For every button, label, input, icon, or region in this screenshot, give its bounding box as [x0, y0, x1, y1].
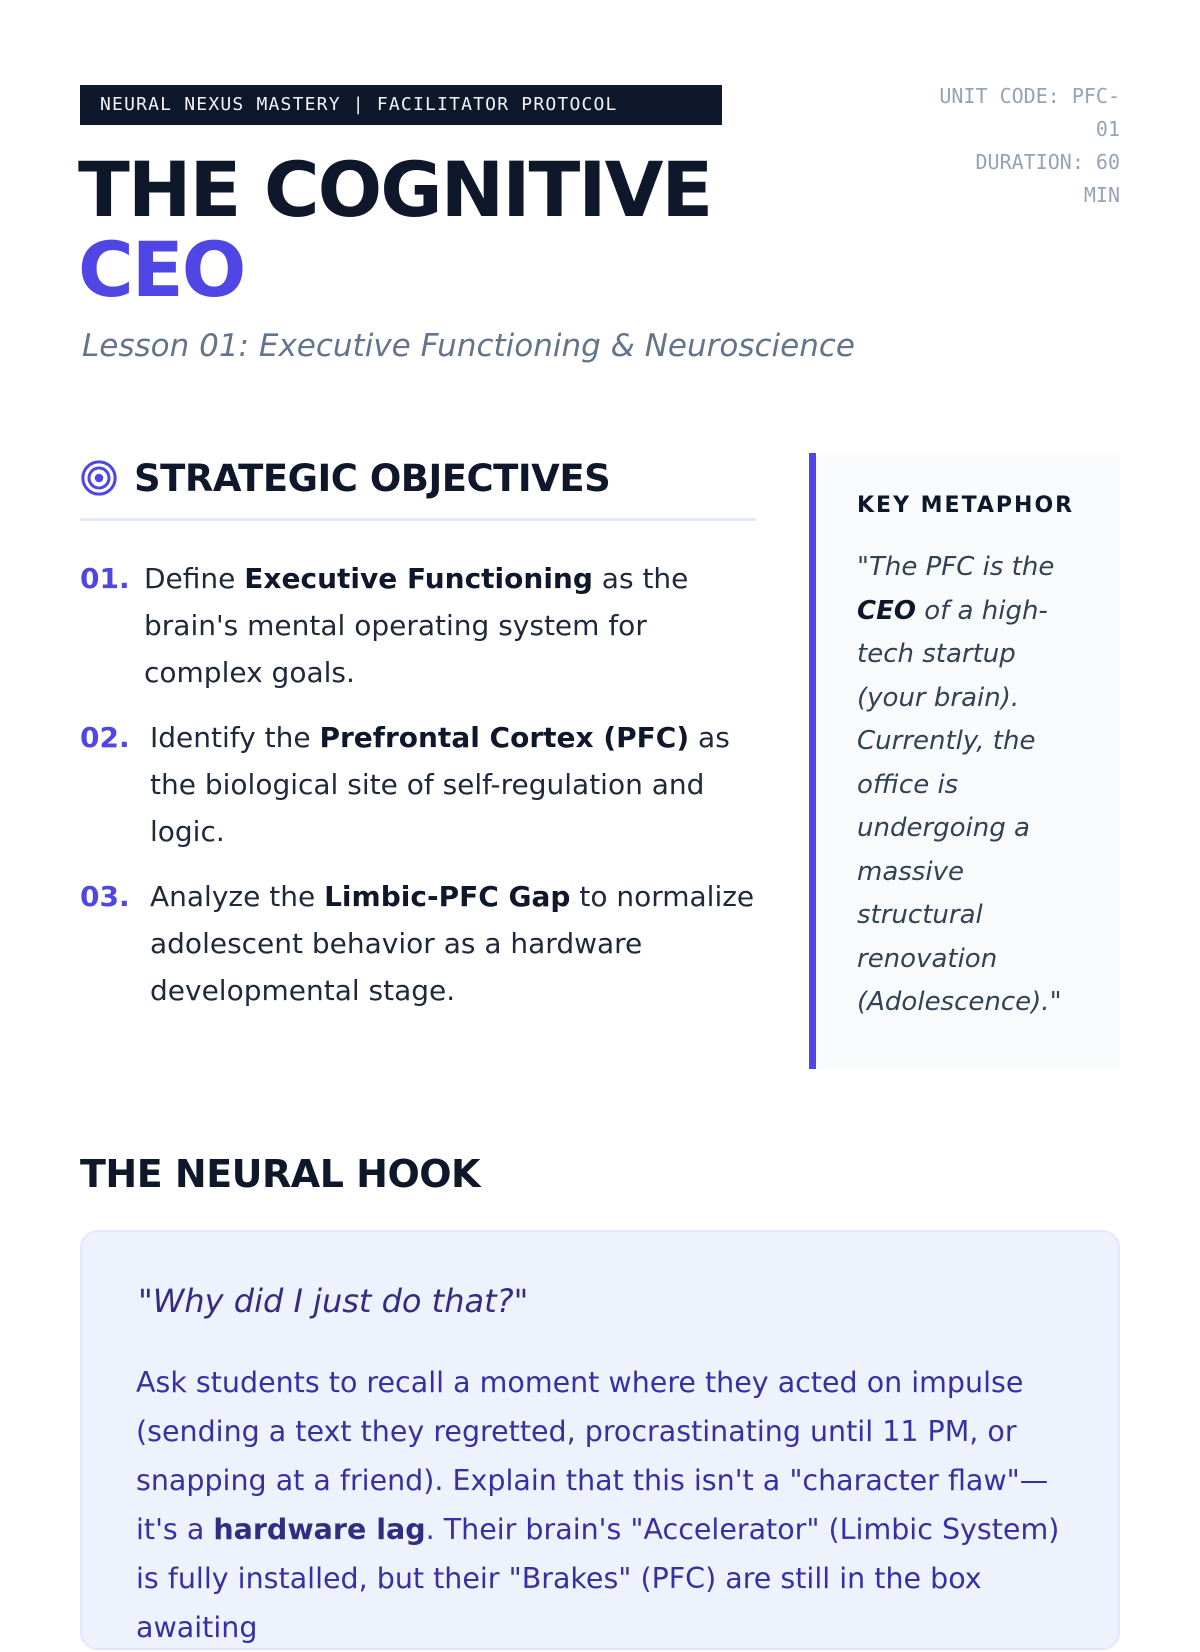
objective-text [144, 555, 756, 696]
title-line-2: CEO [78, 225, 245, 314]
objective-text-pre: Identify the [150, 721, 320, 754]
title-line-1: THE COGNITIVE [78, 145, 712, 234]
neural-hook-card [80, 1230, 1120, 1650]
metaphor-quote-post: of a high-tech startup (your brain). Currently, the office is undergoing a massive structural renovation (Adolescence)." [857, 595, 1062, 1017]
objectives-heading: STRATEGIC OBJECTIVES [134, 456, 611, 500]
objective-text [150, 873, 756, 1014]
objective-text-post: to normalize adolescent behavior as a hardware developmental stage. [150, 880, 755, 1007]
hook-keyword: hardware lag [213, 1513, 426, 1546]
objectives-header [80, 450, 756, 521]
objective-keyword: Prefrontal Cortex (PFC) [319, 721, 690, 754]
program-tag: NEURAL NEXUS MASTERY | FACILITATOR PROTOCOL [80, 85, 722, 125]
objective-number: 01. [80, 562, 130, 595]
objective-text [150, 714, 756, 855]
metaphor-quote-pre: "The PFC is the [857, 552, 1055, 582]
list-item [80, 714, 756, 855]
metaphor-quote [857, 546, 1084, 1025]
metaphor-label: KEY METAPHOR [857, 493, 1075, 518]
duration-line-1: DURATION: 60 [975, 150, 1120, 174]
metaphor-keyword: CEO [857, 595, 916, 626]
objective-keyword: Executive Functioning [244, 562, 593, 595]
lesson-subtitle: Lesson 01: Executive Functioning & Neuroscience [82, 328, 855, 364]
hook-quote: "Why did I just do that?" [138, 1282, 529, 1320]
objective-keyword: Limbic-PFC Gap [324, 880, 571, 913]
objective-text-post: as the brain's mental operating system for complex goals. [144, 562, 689, 689]
key-metaphor-callout [809, 453, 1120, 1069]
objective-number: 02. [80, 721, 130, 754]
objectives-list [80, 555, 756, 1014]
target-icon [80, 459, 118, 497]
unit-meta [890, 80, 1120, 212]
objective-text-post: as the biological site of self-regulation and logic. [150, 721, 730, 848]
unit-code-line-1: UNIT CODE: PFC- [939, 84, 1120, 108]
duration-line-2: MIN [1083, 183, 1120, 207]
list-item [80, 555, 756, 696]
objective-text-pre: Analyze the [150, 880, 325, 913]
page-title [78, 145, 712, 314]
objective-text-pre: Define [144, 562, 245, 595]
objective-number: 03. [80, 880, 130, 913]
neural-hook-heading: THE NEURAL HOOK [80, 1152, 480, 1196]
unit-code-line-2: 01 [1095, 117, 1120, 141]
strategic-objectives [80, 450, 756, 1032]
hook-body-pre: Ask students to recall a moment where they acted on impulse (sending a text they regretted, procrastinating until 11 PM, or snapping at a friend). Explain that this isn't a "character flaw"—it's a [136, 1366, 1049, 1546]
hook-body [136, 1358, 1064, 1652]
lesson-page [78, 0, 1120, 1644]
list-item [80, 873, 756, 1014]
hook-body-post: . Their brain's "Accelerator" (Limbic System) is fully installed, but their "Brakes" (PFC) are still in the box awaiting [136, 1513, 1060, 1644]
